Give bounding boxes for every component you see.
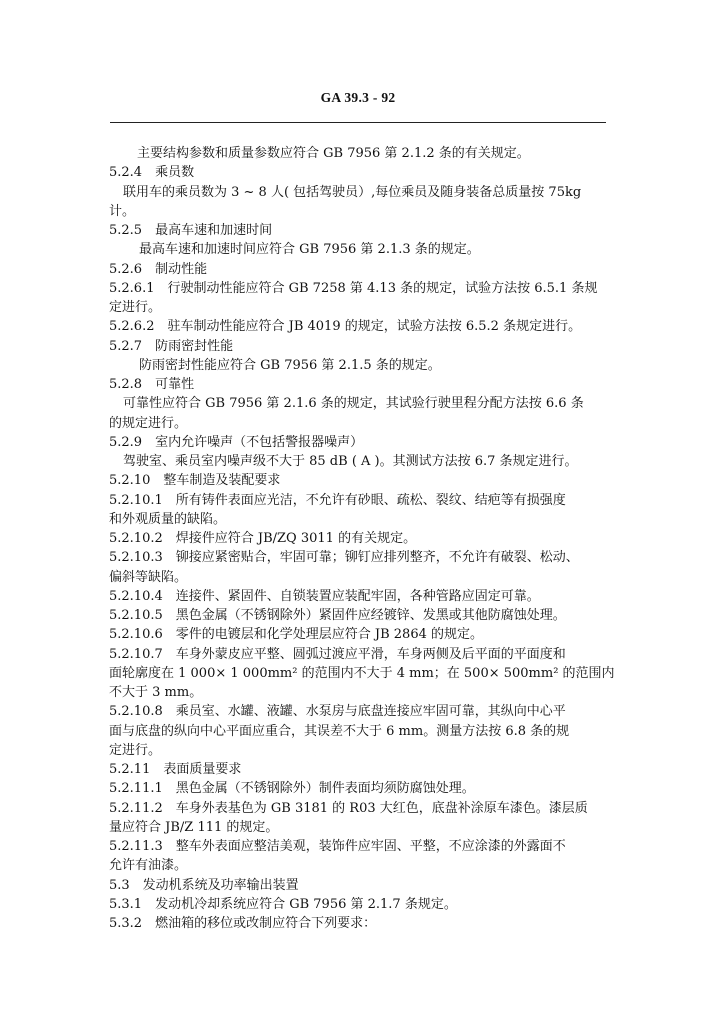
clause-line: 5.2.10.2 焊接件应符合 JB/ZQ 3011 的有关规定。 (109, 531, 417, 546)
paragraph-line: 定进行。 (109, 742, 162, 758)
paragraph-line: 最高车速和加速时间应符合 GB 7956 第 2.1.3 条的规定。 (139, 242, 480, 258)
section-heading: 5.2.6 制动性能 (109, 261, 208, 277)
section-heading: 5.2.9 室内允许噪声（不包括警报器噪声） (109, 434, 364, 450)
document-body (109, 144, 617, 933)
clause-line: 5.2.10.6 零件的电镀层和化学处理层应符合 JB 2864 的规定。 (109, 627, 483, 643)
section-heading: 5.3 发动机系统及功率输出装置 (109, 877, 299, 893)
page-header (110, 88, 606, 123)
paragraph-line: 和外观质量的缺陷。 (109, 511, 227, 527)
section-heading: 5.2.5 最高车速和加速时间 (109, 223, 273, 238)
clause-line: 5.2.10.4 连接件、紧固件、自锁装置应装配牢固，各种管路应固定可靠。 (109, 588, 540, 604)
section-heading: 5.2.7 防雨密封性能 (109, 338, 234, 354)
clause-line: 5.2.10.1 所有铸件表面应光洁，不允许有砂眼、疏松、裂纹、结疤等有损强度 (109, 492, 566, 508)
clause-line: 5.2.10.3 铆接应紧密贴合，牢固可靠；铆钉应排列整齐，不允许有破裂、松动、 (109, 550, 579, 566)
section-heading: 5.2.10 整车制造及装配要求 (109, 473, 281, 489)
paragraph-line: 的规定进行。 (109, 415, 188, 431)
paragraph-line: 面轮廓度在 1 000× 1 000mm² 的范围内不大于 4 mm；在 500× 500mm² 的范围内 (109, 665, 615, 681)
paragraph-line: 允许有油漆。 (109, 858, 188, 874)
paragraph-line: 防雨密封性能应符合 GB 7956 第 2.1.5 条的规定。 (139, 357, 441, 373)
clause-line: 5.2.6.1 行驶制动性能应符合 GB 7258 第 4.13 条的规定，试验方法按 6.5.1 条规 (109, 280, 598, 296)
clause-line: 5.2.10.8 乘员室、水罐、液罐、水泵房与底盘连接应牢固可靠，其纵向中心平 (109, 704, 566, 720)
paragraph-line: 驾驶室、乘员室内噪声级不大于 85 dB ( A )。其测试方法按 6.7 条规定进行。 (123, 454, 578, 469)
clause-line: 5.2.10.7 车身外蒙皮应平整、圆弧过渡应平滑，车身两侧及后平面的平面度和 (109, 646, 566, 662)
paragraph-line: 主要结构参数和质量参数应符合 GB 7956 第 2.1.2 条的有关规定。 (137, 146, 530, 161)
standard-number: GA 39.3 - 92 (320, 90, 396, 105)
paragraph-line: 可靠性应符合 GB 7956 第 2.1.6 条的规定，其试验行驶里程分配方法按 6.6 条 (123, 396, 584, 412)
clause-line: 5.2.11.2 车身外表基色为 GB 3181 的 R03 大红色，底盘补涂原车漆色。漆层质 (109, 800, 588, 816)
paragraph-line: 定进行。 (109, 300, 162, 315)
paragraph-line: 面与底盘的纵向中心平面应重合，其误差不大于 6 mm。测量方法按 6.8 条的规 (109, 723, 570, 739)
paragraph-line: 不大于 3 mm。 (109, 685, 203, 700)
paragraph-line: 联用车的乘员数为 3 ~ 8 人( 包括驾驶员）,每位乘员及随身装备总质量按 75kg (123, 184, 582, 200)
clause-line: 5.2.11.1 黑色金属（不锈钢除外）制件表面均须防腐蚀处理。 (109, 781, 475, 797)
section-heading: 5.2.8 可靠性 (109, 377, 195, 392)
clause-line: 5.2.6.2 驻车制动性能应符合 JB 4019 的规定，试验方法按 6.5.2 条规定进行。 (109, 319, 582, 335)
section-heading: 5.2.4 乘员数 (109, 165, 195, 181)
section-heading: 5.2.11 表面质量要求 (109, 762, 242, 777)
clause-line: 5.2.11.3 整车外表面应整洁美观，装饰件应牢固、平整，不应涂漆的外露面不 (109, 839, 566, 854)
paragraph-line: 计。 (109, 203, 136, 219)
clause-line: 5.3.2 燃油箱的移位或改制应符合下列要求： (109, 916, 377, 931)
clause-line: 5.2.10.5 黑色金属（不锈钢除外）紧固件应经镀锌、发黑或其他防腐蚀处理。 (109, 608, 566, 623)
clause-line: 5.3.1 发动机冷却系统应符合 GB 7956 第 2.1.7 条规定。 (109, 896, 457, 912)
paragraph-line: 偏斜等缺陷。 (109, 569, 188, 585)
paragraph-line: 量应符合 JB/Z 111 的规定。 (109, 819, 279, 835)
